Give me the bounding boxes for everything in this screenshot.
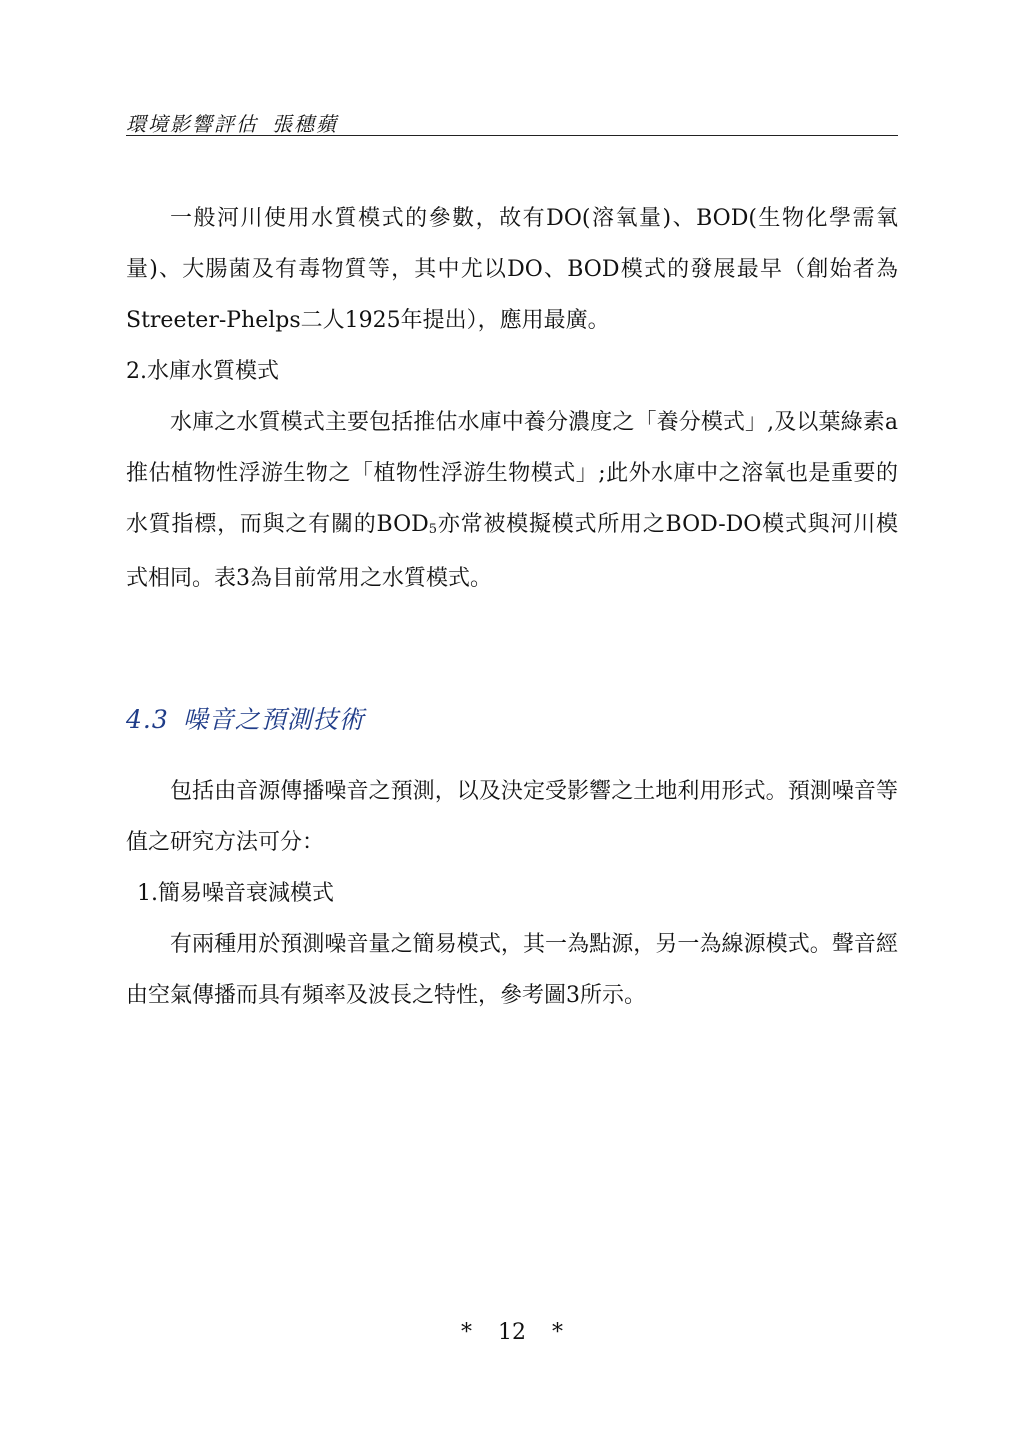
item-noise-model-title: 1.簡易噪音衰減模式 <box>137 881 334 906</box>
page-footer <box>0 1318 1024 1348</box>
header-rule <box>126 135 898 136</box>
section-number: 4.3 <box>126 705 169 734</box>
item-reservoir-model-title: 2.水庫水質模式 <box>126 359 279 384</box>
footer-star-left: * <box>461 1320 472 1345</box>
section-heading <box>126 700 365 740</box>
paragraph-reservoir-text-b: 亦常被模擬模式所用之BOD-DO模式與河川模式相同。表3為目前常用之水質模式。 <box>126 512 898 591</box>
running-header <box>126 112 338 136</box>
page-number: 12 <box>498 1320 526 1345</box>
section-title: 噪音之預測技術 <box>182 705 365 734</box>
paragraph-noise-model: 有兩種用於預測噪音量之簡易模式，其一為點源，另一為線源模式。聲音經由空氣傳播而具有頻率及波長之特性，參考圖3所示。 <box>126 932 898 1008</box>
header-author: 張穗蘋 <box>272 112 338 136</box>
header-title: 環境影響評估 <box>126 112 258 136</box>
paragraph-river-model: 一般河川使用水質模式的參數，故有DO(溶氧量)、BOD(生物化學需氧量)、大腸菌及有毒物質等，其中尤以DO、BOD模式的發展最早（創始者為Streeter-Phelps二人1925年提出），應用最廣。 <box>126 206 898 333</box>
bod-subscript: 5 <box>428 522 438 537</box>
paragraph-reservoir-text-a: 水庫之水質模式主要包括推估水庫中養分濃度之「養分模式」,及以葉綠素a推估植物性浮游生物之「植物性浮游生物模式」;此外水庫中之溶氧也是重要的水質指標，而與之有關的BOD <box>126 410 898 537</box>
paragraph-noise-intro: 包括由音源傳播噪音之預測，以及決定受影響之土地利用形式。預測噪音等值之研究方法可分： <box>126 779 898 855</box>
body-section-water <box>126 193 898 604</box>
body-section-noise <box>126 766 898 1021</box>
paragraph-reservoir-model <box>126 397 898 604</box>
footer-star-right: * <box>552 1320 563 1345</box>
